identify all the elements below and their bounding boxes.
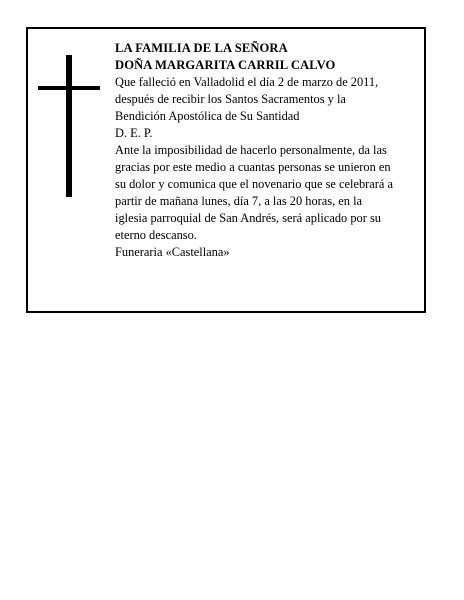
body-line: partir de mañana lunes, día 7, a las 20 horas, en la	[115, 194, 363, 208]
cross-icon	[38, 55, 100, 201]
heading-deceased-name: DOÑA MARGARITA CARRIL CALVO	[115, 58, 336, 72]
body-line: Ante la imposibilidad de hacerlo personalmente, da las	[115, 143, 387, 157]
cross-vertical-bar	[66, 55, 72, 197]
body-line: su dolor y comunica que el novenario que se celebrará a	[115, 177, 393, 191]
cross-horizontal-bar	[38, 86, 100, 90]
body-line: iglesia parroquial de San Andrés, será aplicado por su	[115, 211, 381, 225]
announcement-line: Que falleció en Valladolid el día 2 de marzo de 2011,	[115, 75, 379, 89]
notice-text	[115, 40, 425, 261]
announcement-line: después de recibir los Santos Sacramentos y la	[115, 92, 346, 106]
dep-line: D. E. P.	[115, 126, 153, 140]
funeral-home-signature: Funeraria «Castellana»	[115, 245, 230, 259]
body-line: gracias por este medio a cuantas personas se unieron en	[115, 160, 391, 174]
body-line: eterno descanso.	[115, 228, 197, 242]
announcement-line: Bendición Apostólica de Su Santidad	[115, 109, 300, 123]
obituary-notice	[26, 27, 426, 313]
heading-family-line: LA FAMILIA DE LA SEÑORA	[115, 41, 288, 55]
